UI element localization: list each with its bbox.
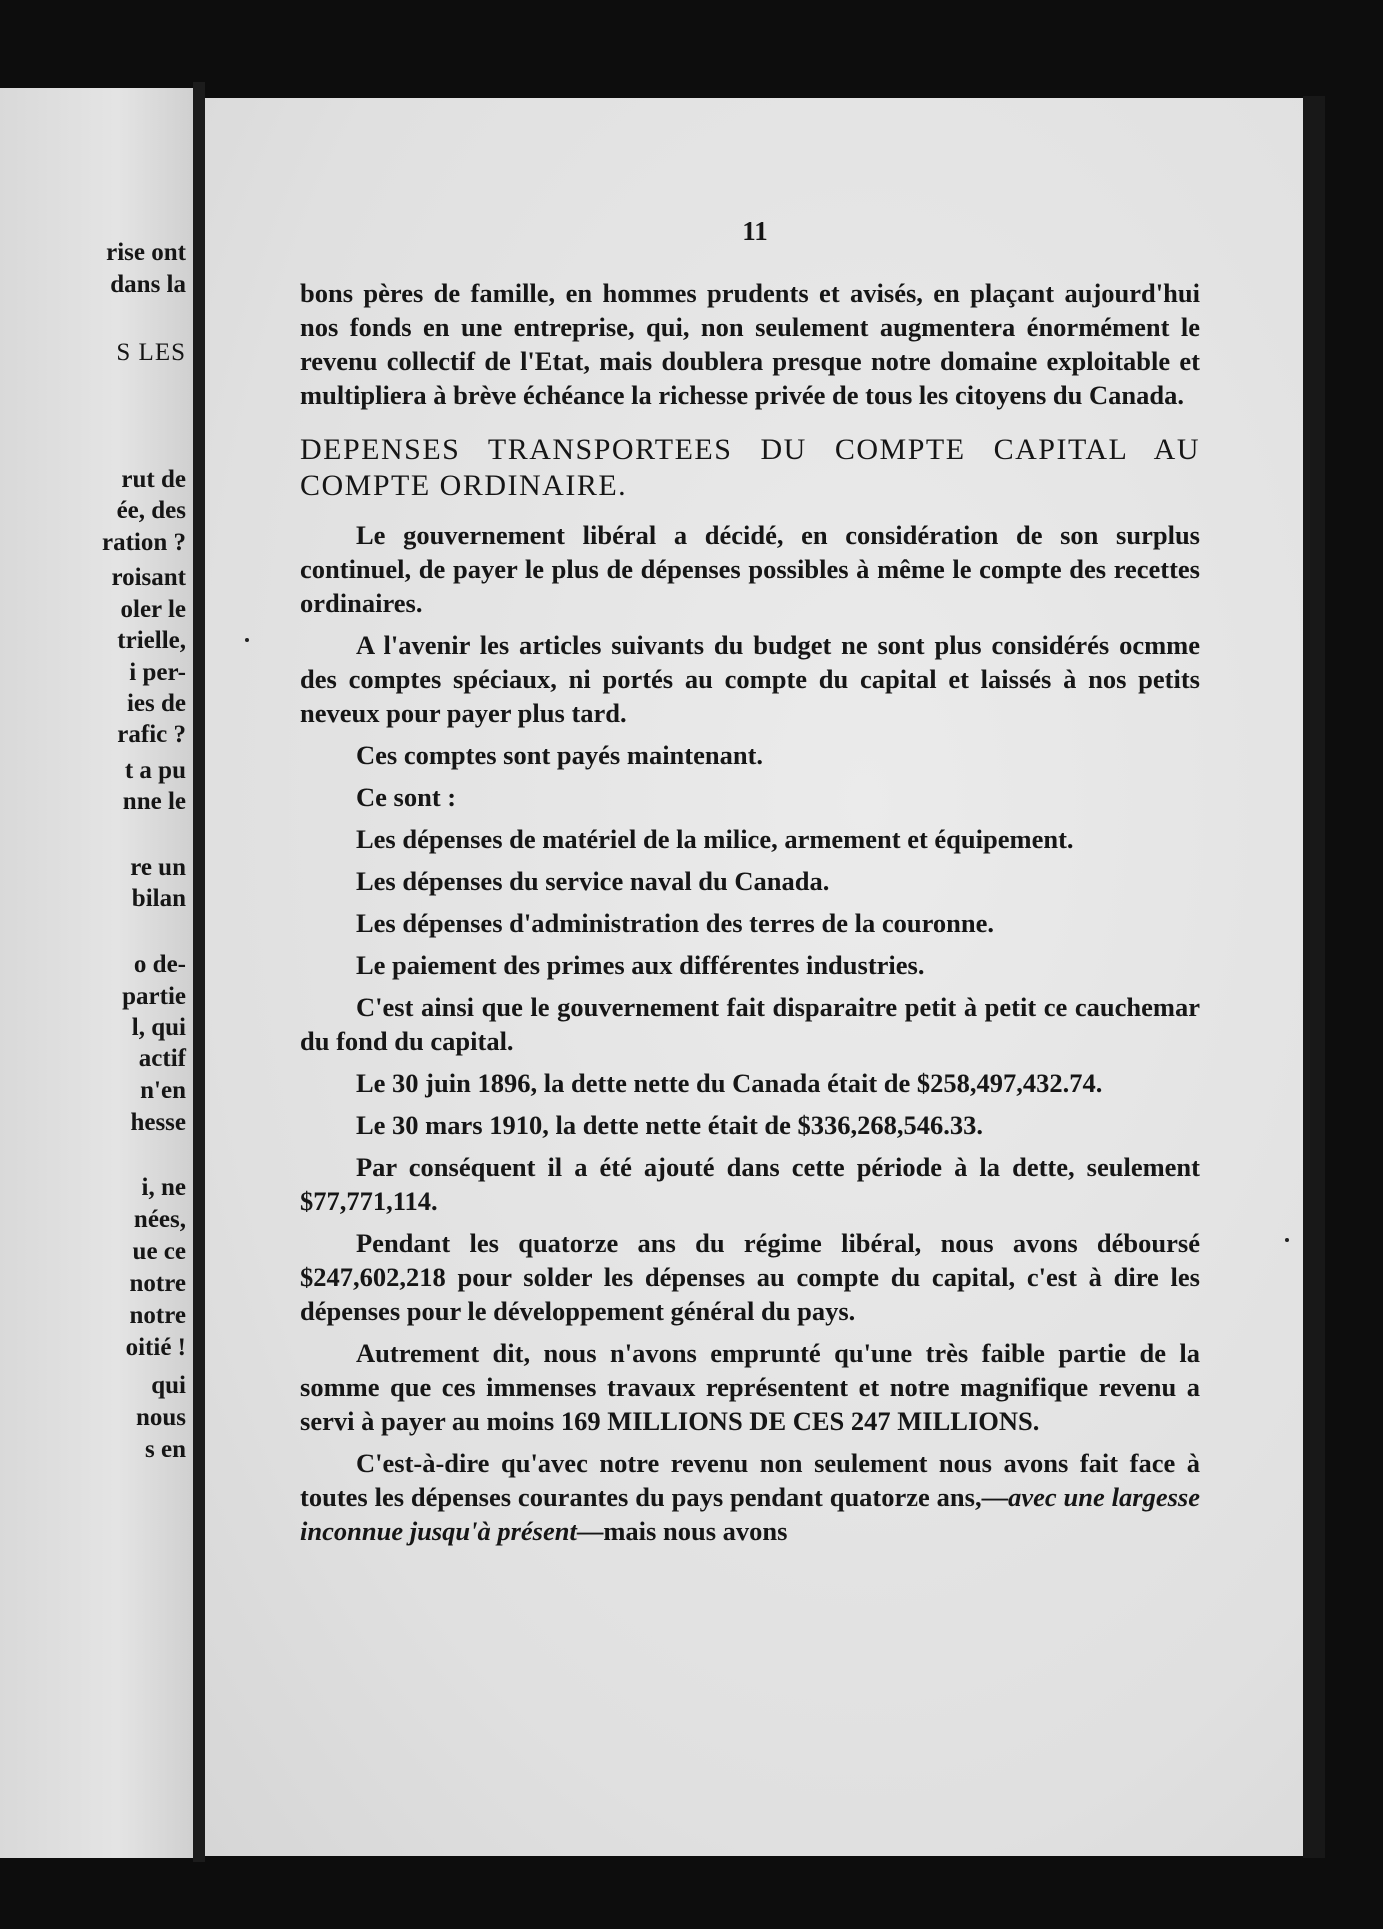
- left-line: nous: [135, 1404, 186, 1431]
- section-heading: DEPENSES TRANSPORTEES DU COMPTE CAPITAL AU COMPTE ORDINAIRE.: [300, 433, 1200, 502]
- left-line: re un: [130, 854, 186, 881]
- paragraph: Le gouvernement libéral a décidé, en considération de son surplus continuel, de payer le plus de dépenses possibles à même le compte des recettes ordinaires.: [300, 520, 1200, 618]
- scanned-page: [205, 98, 1305, 1856]
- previous-page-fragment: [0, 88, 196, 1858]
- closing-text-end: —mais nous avons: [576, 1516, 788, 1546]
- left-line: l, qui: [131, 1014, 186, 1041]
- paragraph: Le 30 mars 1910, la dette nette était de $336,268,546.33.: [356, 1110, 984, 1140]
- page-number: 11: [742, 216, 768, 246]
- scan-speck: [1285, 1238, 1289, 1242]
- paragraph: A l'avenir les articles suivants du budget ne sont plus considérés ocmme des comptes spéciaux, ni portés au compte du capital et laissés à nos petits neveux pour payer plus tard.: [300, 630, 1200, 728]
- paragraph: Le 30 juin 1896, la dette nette du Canada était de $258,497,432.74.: [356, 1068, 1103, 1098]
- paragraph: Ces comptes sont payés maintenant.: [356, 740, 764, 770]
- left-line: oler le: [120, 596, 186, 623]
- left-line: i, ne: [141, 1174, 186, 1201]
- left-line: bilan: [131, 885, 186, 912]
- closing-text-italic: avec une largesse inconnue jusqu'à présent: [300, 1482, 1200, 1546]
- left-line: qui: [151, 1372, 186, 1399]
- paragraph: C'est ainsi que le gouvernement fait disparaitre petit à petit ce cauchemar du fond du capital.: [300, 992, 1200, 1056]
- left-line: rafic ?: [117, 721, 186, 748]
- left-line: o de-: [133, 951, 186, 978]
- left-line: actif: [138, 1045, 186, 1072]
- left-line: partie: [122, 983, 186, 1010]
- left-line: ies de: [126, 690, 186, 717]
- left-line: trielle,: [117, 627, 186, 654]
- page-edge-shadow: [1303, 96, 1325, 1858]
- left-line: t a pu: [124, 757, 186, 784]
- list-item: Les dépenses d'administration des terres de la couronne.: [356, 908, 994, 938]
- left-line: nées,: [133, 1206, 186, 1233]
- left-heading-fragment: S LES: [116, 339, 186, 366]
- left-line: ée, des: [116, 497, 186, 524]
- left-line: n'en: [140, 1077, 186, 1104]
- left-line: ue ce: [132, 1238, 186, 1265]
- paragraph: Autrement dit, nous n'avons emprunté qu'une très faible partie de la somme que ces immenses travaux représentent et notre magnifique revenu a servi à payer au moins 169 MILLIONS DE CES 247 MILLIONS.: [300, 1338, 1200, 1436]
- scan-speck: [245, 638, 249, 642]
- closing-paragraph: [300, 1446, 1200, 1548]
- list-item: Le paiement des primes aux différentes industries.: [356, 950, 925, 980]
- left-line: i per-: [129, 659, 186, 686]
- left-line: notre: [129, 1302, 186, 1329]
- intro-paragraph: bons pères de famille, en hommes prudents et avisés, en plaçant aujourd'hui nos fonds en une entreprise, qui, non seulement augmentera énormément le revenu collectif de l'Etat, mais doublera presque notre domaine exploitable et multipliera à brève échéance la richesse privée de tous les citoyens du Canada.: [300, 278, 1200, 410]
- paragraph: Ce sont :: [356, 782, 457, 812]
- left-line: rut de: [121, 466, 186, 493]
- left-line: ration ?: [101, 529, 186, 556]
- book-binding: [193, 82, 205, 1862]
- left-line: s en: [145, 1436, 186, 1463]
- left-line: oitié !: [125, 1334, 186, 1361]
- left-line: hesse: [130, 1109, 186, 1136]
- left-line: roisant: [111, 564, 186, 591]
- left-line: rise ont: [106, 239, 186, 266]
- paragraph: Pendant les quatorze ans du régime libéral, nous avons déboursé $247,602,218 pour solder les dépenses au compte du capital, c'est à dire les dépenses pour le développement général du pays.: [300, 1228, 1200, 1326]
- left-line: nne le: [122, 788, 186, 815]
- paragraph: Par conséquent il a été ajouté dans cette période à la dette, seulement $77,771,114.: [300, 1152, 1200, 1216]
- left-line: notre: [129, 1270, 186, 1297]
- list-item: Les dépenses de matériel de la milice, armement et équipement.: [356, 824, 1074, 854]
- left-line: dans la: [110, 271, 186, 298]
- closing-text-start: C'est-à-dire qu'avec notre revenu non seulement nous avons fait face à toutes les dépenses courantes du pays pendant quatorze ans,—: [300, 1448, 1200, 1512]
- list-item: Les dépenses du service naval du Canada.: [356, 866, 830, 896]
- text-column: [300, 276, 1200, 1556]
